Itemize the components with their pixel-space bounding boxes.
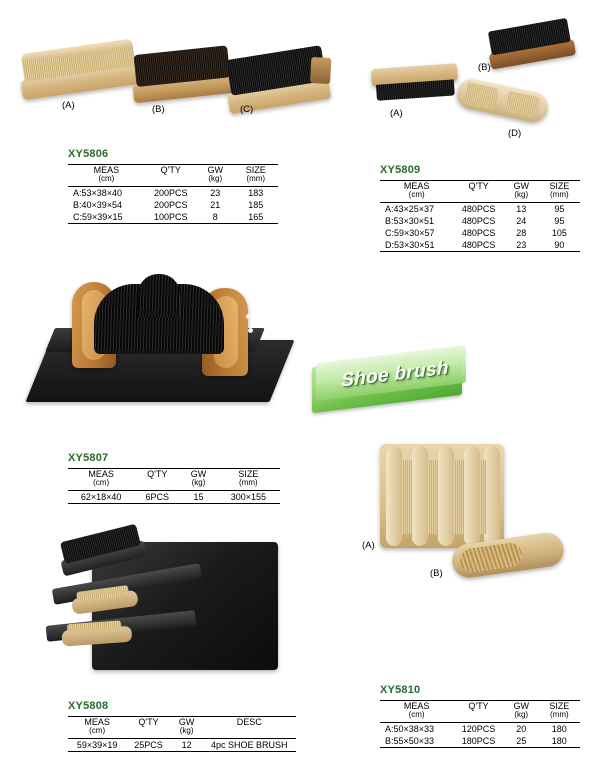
spec-table-xy5807 [68,468,280,504]
table-row: A:43×25×37 480PCS 13 95 [380,202,580,215]
figure-label-b-xy5809: (B) [478,62,491,73]
col-meas: MEAS (cm) [88,469,114,488]
table-row: C:59×30×57 480PCS 28 105 [385,227,567,238]
product-code-xy5810: XY5810 [380,684,421,696]
col-desc: DESC [236,717,262,727]
brush-a-xy5806 [14,34,145,113]
brush-c-xy5806 [221,38,339,126]
col-gw: GW (kg) [190,469,207,488]
product-code-xy5808: XY5808 [68,700,109,712]
brush-b-xy5809 [484,12,584,79]
col-qty: Q'TY [160,165,181,175]
spec-table-xy5809 [380,180,580,252]
table-row: A:50×38×33 120PCS 20 180 [380,722,580,735]
col-qty: Q'TY [468,701,489,711]
col-gw: GW (kg) [207,165,223,184]
col-meas: MEAS (cm) [84,717,110,736]
col-gw: GW (kg) [513,181,530,200]
figure-label-c-xy5806: (C) [240,104,254,115]
brush-b-xy5806 [129,37,240,117]
table-row: 59×39×19 25PCS 12 4pc SHOE BRUSH [68,738,296,751]
table-row: A:53×38×40 200PCS 23 183 [68,186,278,199]
table-row: 62×18×40 6PCS 15 300×155 [68,490,280,503]
product-photo-xy5808 [32,524,292,674]
product-photo-xy5810 [372,440,592,590]
table-row: B:55×50×33 180PCS 25 180 [380,735,580,748]
col-qty: Q'TY [468,181,489,191]
brush-wood-2-xy5808 [61,617,137,658]
col-gw: GW (kg) [178,717,195,736]
col-gw: GW (kg) [513,701,529,720]
banner-label: Shoe brush [341,357,449,392]
product-code-xy5806: XY5806 [68,148,109,160]
table-row: B:40×39×54 200PCS 21 185 [73,199,264,210]
spec-table-xy5808 [68,716,296,752]
figure-label-a-xy5810: (A) [362,540,375,551]
figure-label-b-xy5806: (B) [152,104,165,115]
product-photo-xy5809 [370,14,590,142]
col-qty: Q'TY [147,469,168,479]
table-row: B:53×30×51 480PCS 24 95 [385,215,565,226]
product-photo-xy5806 [14,20,334,130]
col-qty: Q'TY [138,717,159,727]
col-size: SIZE (mm) [245,165,266,184]
brush-a-xy5809 [371,59,464,111]
product-code-xy5807: XY5807 [68,452,109,464]
shoe-brush-banner [312,352,470,412]
foot-brush-bristles [94,274,224,356]
figure-label-b-xy5810: (B) [430,568,443,579]
spec-table-xy5806 [68,164,278,224]
spec-table-xy5810 [380,700,580,748]
product-photo-xy5807 [34,268,294,428]
figure-label-a-xy5809: (A) [390,108,403,119]
brush-d-xy5809 [451,67,556,140]
col-size: SIZE (mm) [549,701,570,720]
col-meas: MEAS (cm) [93,165,120,184]
table-row: C:59×39×15 100PCS 8 165 [68,211,278,224]
figure-label-a-xy5806: (A) [62,100,75,111]
product-code-xy5809: XY5809 [380,164,421,176]
col-meas: MEAS (cm) [403,181,430,200]
col-size: SIZE (mm) [238,469,259,488]
col-size: SIZE (mm) [549,181,570,200]
table-row: D:53×30×51 480PCS 23 90 [380,239,580,252]
figure-label-d-xy5809: (D) [508,128,522,139]
col-meas: MEAS (cm) [403,701,430,720]
